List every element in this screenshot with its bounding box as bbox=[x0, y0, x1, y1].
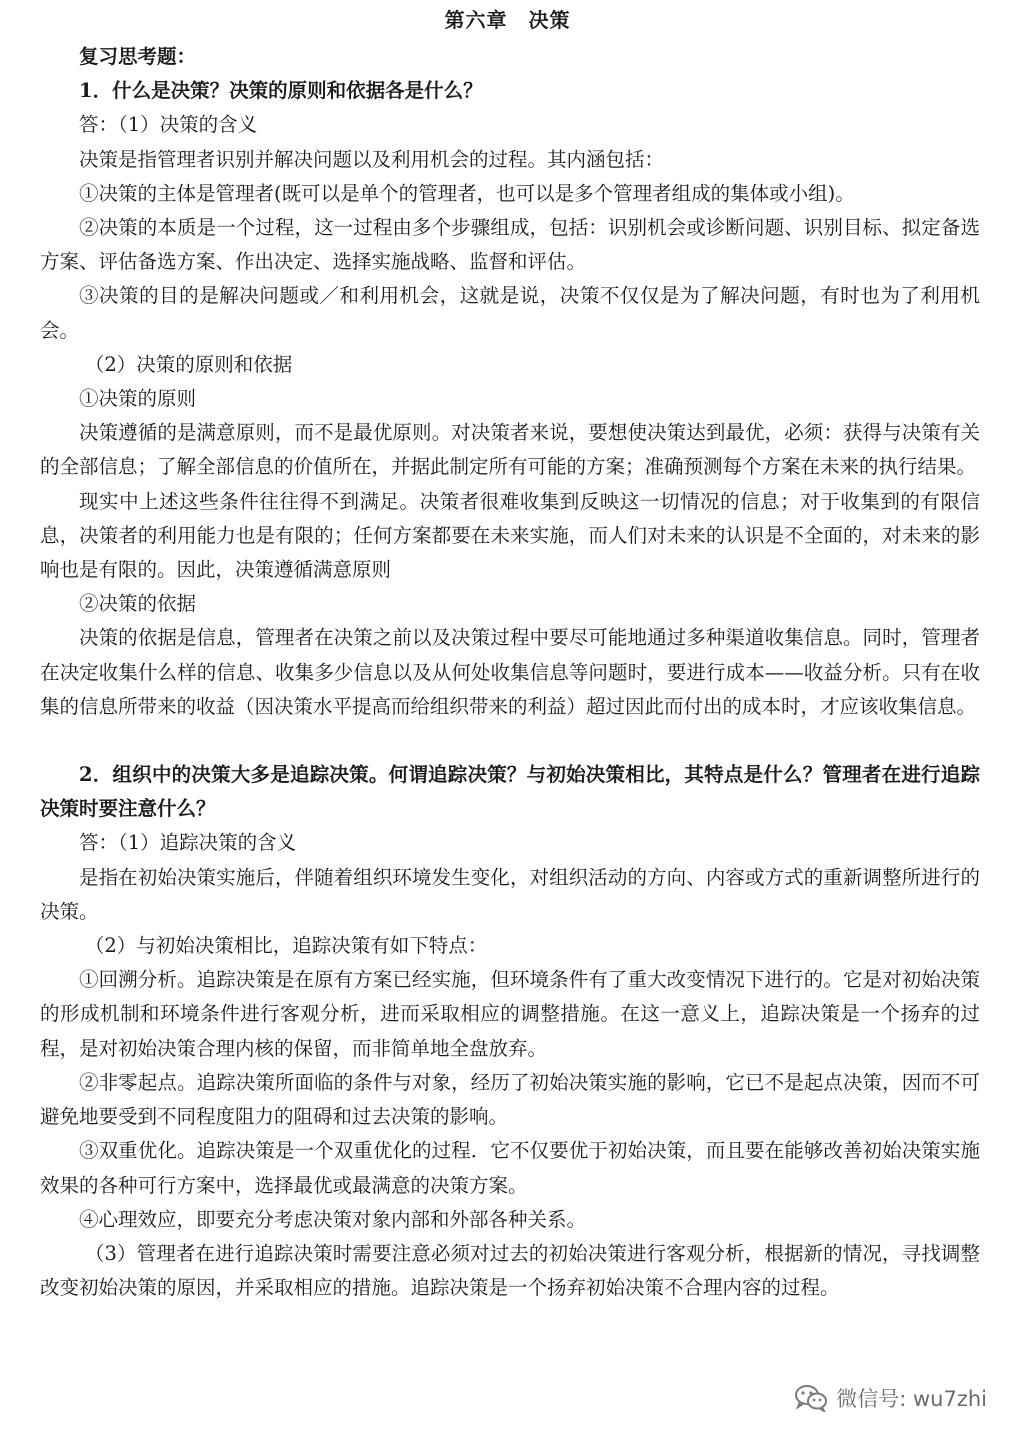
paragraph: （3）管理者在进行追踪决策时需要注意必须对过去的初始决策进行客观分析，根据新的情况，寻找调整改变初始决策的原因，并采取相应的措施。追踪决策是一个扬弃初始决策不合理内容的过程。 bbox=[40, 1241, 980, 1300]
document-body bbox=[40, 40, 980, 1305]
paragraph: 决策是指管理者识别并解决问题以及利用机会的过程。其内涵包括： bbox=[79, 147, 665, 171]
paragraph: 是指在初始决策实施后，伴随着组织环境发生变化，对组织活动的方向、内容或方式的重新调整所进行的决策。 bbox=[40, 865, 980, 923]
paragraph: ②非零起点。追踪决策所面临的条件与对象，经历了初始决策实施的影响，它已不是起点决策，因而不可避免地要受到不同程度阻力的阻碍和过去决策的影响。 bbox=[40, 1070, 980, 1129]
paragraph: ②决策的依据 bbox=[79, 592, 197, 616]
paragraph: 2．组织中的决策大多是追踪决策。何谓追踪决策？与初始决策相比，其特点是什么？管理者在进行追踪决策时要注意什么？ bbox=[40, 763, 980, 821]
paragraph: （2）决策的原则和依据 bbox=[84, 352, 293, 376]
paragraph: 决策遵循的是满意原则，而不是最优原则。对决策者来说，要想使决策达到最优，必须：获得与决策有关的全部信息；了解全部信息的价值所在，并据此制定所有可能的方案；准确预测每个方案在未来的执行结果。 bbox=[40, 421, 980, 479]
paragraph: 答：（1）追踪决策的含义 bbox=[79, 831, 297, 855]
paragraph: 现实中上述这些条件往往得不到满足。决策者很难收集到反映这一切情况的信息；对于收集到的有限信息，决策者的利用能力也是有限的；任何方案都要在未来实施，而人们对未来的认识是不全面的，对未来的影响也是有限的。因此，决策遵循满意原则 bbox=[40, 489, 980, 582]
paragraph: ①决策的主体是管理者(既可以是单个的管理者，也可以是多个管理者组成的集体或小组)。 bbox=[79, 181, 855, 205]
wechat-watermark bbox=[794, 1383, 987, 1413]
paragraph-spacer bbox=[40, 724, 980, 758]
paragraph: 1．什么是决策？决策的原则和依据各是什么？ bbox=[79, 79, 483, 103]
paragraph: ③双重优化。追踪决策是一个双重优化的过程．它不仅要优于初始决策，而且要在能够改善初始决策实施效果的各种可行方案中，选择最优或最满意的决策方案。 bbox=[40, 1139, 980, 1197]
paragraph: ①回溯分析。追踪决策是在原有方案已经实施，但环境条件有了重大改变情况下进行的。它是对初始决策的形成机制和环境条件进行客观分析，进而采取相应的调整措施。在这一意义上，追踪决策是一个扬弃的过程，是对初始决策合理内核的保留，而非简单地全盘放弃。 bbox=[40, 968, 980, 1060]
paragraph: ④心理效应，即要充分考虑决策对象内部和外部各种关系。 bbox=[79, 1207, 587, 1231]
paragraph: ②决策的本质是一个过程，这一过程由多个步骤组成，包括：识别机会或诊断问题、识别目标、拟定备选方案、评估备选方案、作出决定、选择实施战略、监督和评估。 bbox=[40, 216, 980, 274]
paragraph: 答：（1）决策的含义 bbox=[79, 113, 258, 137]
chapter-title: 第六章 决策 bbox=[444, 8, 571, 32]
wechat-icon bbox=[794, 1384, 828, 1412]
paragraph: 复习思考题： bbox=[79, 45, 197, 68]
paragraph: ①决策的原则 bbox=[79, 387, 197, 411]
wechat-id-label: 微信号: wu7zhi bbox=[836, 1387, 987, 1411]
paragraph: ③决策的目的是解决问题或／和利用机会，这就是说，决策不仅仅是为了解决问题，有时也为了利用机会。 bbox=[40, 284, 980, 342]
paragraph: 决策的依据是信息，管理者在决策之前以及决策过程中要尽可能地通过多种渠道收集信息。同时，管理者在决定收集什么样的信息、收集多少信息以及从何处收集信息等问题时，要进行成本——收益分析。只有在收集的信息所带来的收益（因决策水平提高而给组织带来的利益）超过因此而付出的成本时，才应该收集信息。 bbox=[40, 626, 980, 718]
paragraph: （2）与初始决策相比，追踪决策有如下特点： bbox=[84, 934, 488, 958]
